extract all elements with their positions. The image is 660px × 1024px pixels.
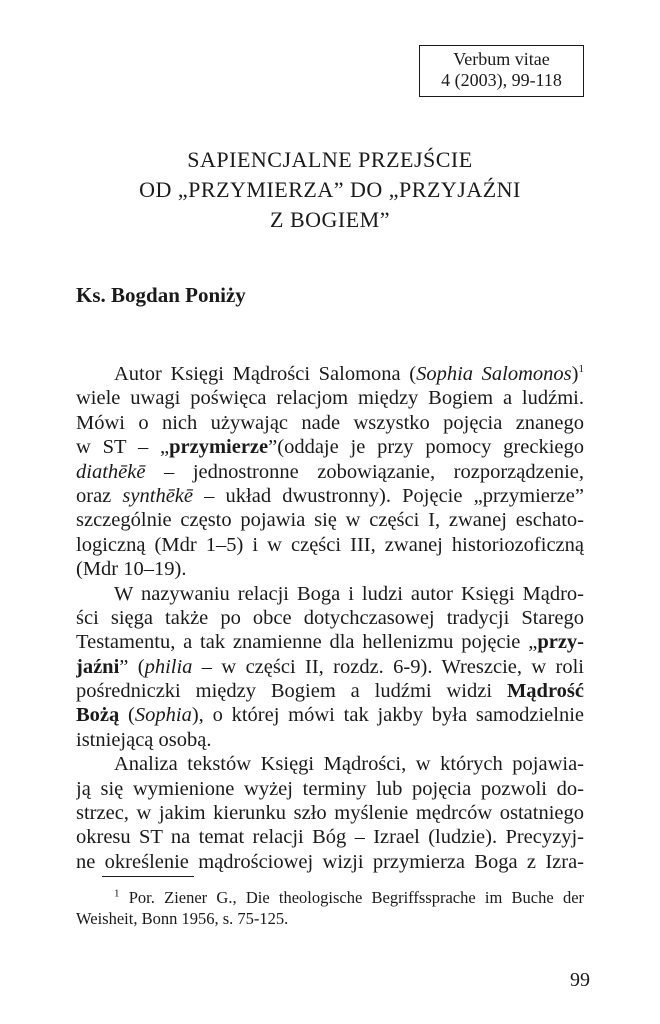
- paragraph-1-line-5: [76, 460, 584, 484]
- text-span: Por. Ziener G., Die theologische Begriffssprache im Buche der: [128, 888, 584, 907]
- italic-term: diathēkē: [76, 460, 146, 483]
- text-span: oraz: [76, 484, 123, 507]
- footnote: [76, 887, 584, 929]
- text-span: Testamentu, a tak znamienne dla hellenizmu pojęcie „: [76, 631, 538, 654]
- journal-name: Verbum vitae: [453, 49, 550, 69]
- paragraph-2-line-5: [76, 679, 584, 703]
- paragraph-1-line-9: (Mdr 10–19).: [76, 558, 187, 581]
- article-body: [76, 362, 584, 874]
- text-span: (: [119, 704, 135, 727]
- paragraph-1-line-4: [76, 435, 584, 459]
- journal-issue: 4 (2003), 99-118: [441, 70, 562, 90]
- bold-term: przy-: [537, 631, 584, 654]
- text-span: w ST – „: [76, 436, 170, 459]
- paragraph-2-line-6: [76, 703, 584, 727]
- page-number: 99: [570, 969, 590, 991]
- footnote-divider: [102, 876, 194, 877]
- paragraph-1-line-8: logiczną (Mdr 1–5) i w części III, zwanej historiozoficzną: [76, 533, 584, 556]
- paragraph-2-line-2: ści sięga także po obce dotychczasowej tradycji Starego: [76, 606, 584, 629]
- paragraph-2-line-3: [76, 630, 584, 654]
- bold-term: przymierze: [169, 436, 269, 459]
- paragraph-2-line-7: istniejącą osobą.: [76, 728, 212, 751]
- italic-term: synthēkē: [122, 484, 193, 507]
- text-span: – jednostronne zobowiązanie, rozporządzenie,: [145, 460, 584, 483]
- text-span: ), o której mówi tak jakby była samodzielnie: [191, 704, 584, 727]
- text-span: ): [571, 363, 579, 385]
- paragraph-2-line-4: [76, 655, 584, 679]
- paragraph-1-line-6: [76, 484, 584, 508]
- title-line-2: OD „PRZYMIERZA” DO „PRZYJAŹNI: [139, 177, 521, 202]
- paragraph-3-line-4: okresu ST na temat relacji Bóg – Izrael (ludzie). Precyzyj-: [76, 826, 584, 849]
- text-span: Autor Księgi Mądrości Salomona (: [114, 363, 417, 385]
- paragraph-3-line-3: strzec, w jakim kierunku szło myślenie mędrców ostatniego: [76, 802, 584, 825]
- bold-term: Bożą: [76, 704, 120, 727]
- text-span: pośredniczki między Bogiem a ludźmi widzi: [76, 680, 507, 703]
- paragraph-2-line-1: W nazywaniu relacji Boga i ludzi autor Księgi Mądro-: [114, 582, 584, 605]
- text-span: – układ dwustronny). Pojęcie „przymierze”: [193, 484, 584, 507]
- italic-term: Sophia: [134, 704, 192, 727]
- italic-term: philia: [144, 655, 193, 678]
- article-title: [60, 145, 600, 235]
- paragraph-1-line-3: Mówi o nich używając nade wszystko pojęcia znanego: [76, 411, 584, 434]
- title-line-1: SAPIENCJALNE PRZEJŚCIE: [187, 147, 473, 172]
- title-line-3: Z BOGIEM”: [270, 207, 390, 232]
- author-name: Ks. Bogdan Poniży: [76, 283, 246, 307]
- paragraph-1-line-1: [76, 362, 584, 386]
- italic-term: Sophia Salomonos: [416, 363, 572, 385]
- footnote-line-2: Weisheit, Bonn 1956, s. 75-125.: [76, 909, 289, 928]
- text-span: ”(oddaje je przy pomocy greckiego: [268, 436, 584, 459]
- paragraph-3-line-2: ją się wymienione wyżej terminy lub pojęcia pozwoli do-: [76, 777, 584, 800]
- paragraph-1-line-2: wiele uwagi poświęca relacjom między Bogiem a ludźmi.: [76, 387, 584, 410]
- journal-reference-box: [419, 45, 584, 97]
- paragraph-3-line-1: Analiza tekstów Księgi Mądrości, w których pojawia-: [114, 753, 584, 776]
- text-span: ” (: [119, 655, 145, 678]
- paragraph-3-line-5: ne określenie mądrościowej wizji przymierza Boga z Izra-: [76, 850, 584, 873]
- footnote-marker: 1: [114, 887, 120, 900]
- footnote-reference[interactable]: 1: [578, 363, 584, 376]
- bold-term: Mądrość: [506, 680, 584, 703]
- bold-term: jaźni: [76, 655, 120, 678]
- footnote-line-1: [76, 887, 584, 908]
- text-span: – w części II, rozdz. 6-9). Wreszcie, w roli: [192, 655, 584, 678]
- paragraph-1-line-7: szczególnie często pojawia się w części I, zwanej eschato-: [76, 509, 584, 532]
